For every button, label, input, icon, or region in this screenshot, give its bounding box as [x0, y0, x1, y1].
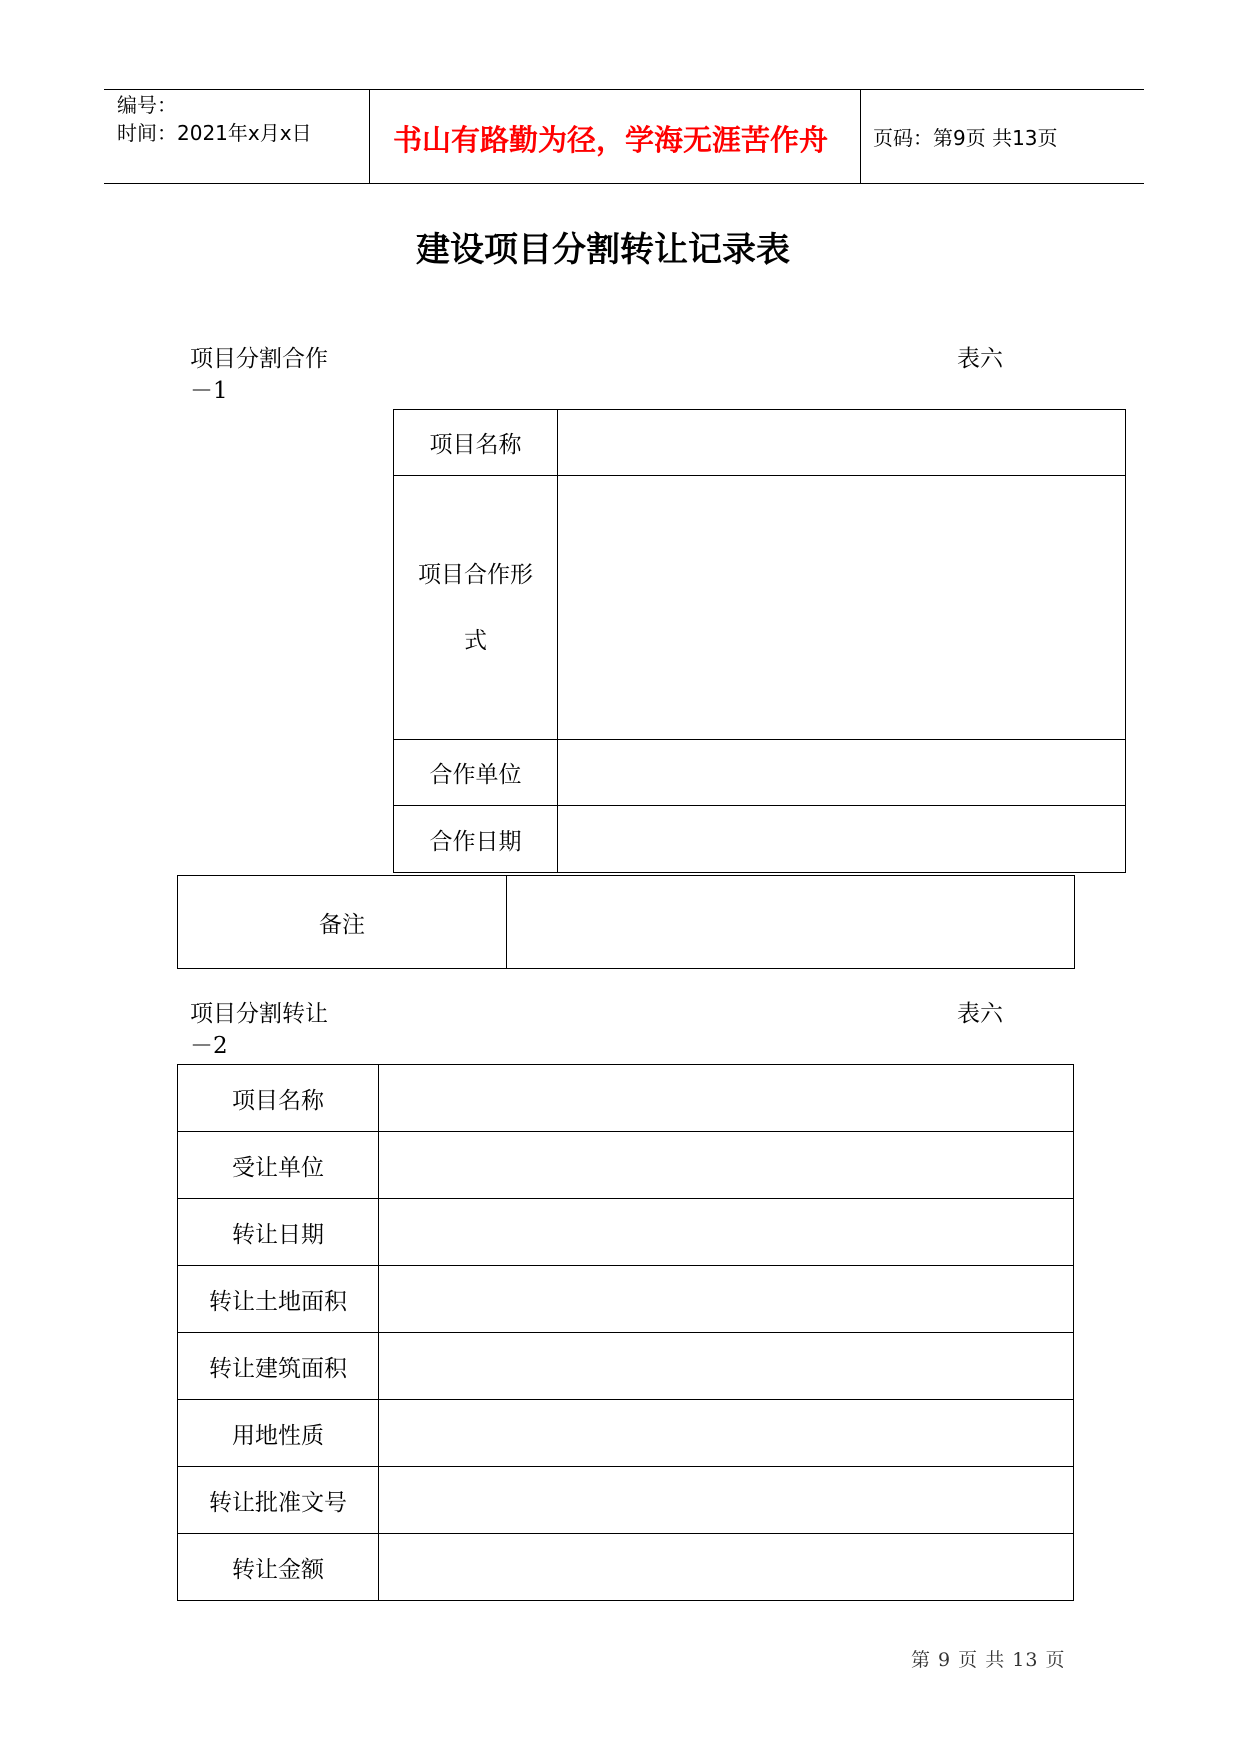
table-row: [178, 1534, 1074, 1601]
section1-label-line2: －1: [190, 378, 228, 404]
value-cell-cooperation-date[interactable]: [558, 806, 1126, 873]
document-title: 建设项目分割转让记录表: [416, 230, 790, 270]
value-cell-cooperation-form[interactable]: [558, 476, 1126, 740]
header-top-rule: [104, 89, 1144, 90]
section2-label: [190, 998, 328, 1062]
section2-label-line2: －2: [190, 1033, 228, 1059]
remarks-table: [177, 875, 1075, 969]
table-row: [178, 1199, 1074, 1266]
table-row: [394, 806, 1126, 873]
table-row: [178, 1467, 1074, 1534]
table-row: [178, 1400, 1074, 1467]
table-row: [178, 876, 1075, 969]
table-row: [178, 1132, 1074, 1199]
row-label-transfer-amount: 转让金额: [178, 1534, 379, 1601]
section2-label-line1: 项目分割转让: [190, 1001, 328, 1027]
value-cell-transfer-amount[interactable]: [379, 1534, 1074, 1601]
row-label-cooperation-date: 合作日期: [394, 806, 558, 873]
header-bottom-rule: [104, 183, 1144, 184]
value-cell-approval-number[interactable]: [379, 1467, 1074, 1534]
section1-label-line1: 项目分割合作: [190, 346, 328, 372]
header-code-label: 编号：: [117, 93, 177, 117]
row-label-remarks: 备注: [178, 876, 507, 969]
value-cell-transferee[interactable]: [379, 1132, 1074, 1199]
transfer-table: [177, 1064, 1074, 1601]
row-label-cooperation-form: [394, 476, 558, 740]
row-label-cooperation-unit: 合作单位: [394, 740, 558, 806]
table-row: [178, 1266, 1074, 1333]
value-cell-land-area[interactable]: [379, 1266, 1074, 1333]
row-label-project-name: 项目名称: [394, 410, 558, 476]
header-page-info: 页码：第9页 共13页: [873, 126, 1058, 150]
row-label-transferee: 受让单位: [178, 1132, 379, 1199]
section2-table-number: 表六: [957, 1001, 1003, 1027]
row-label-land-area: 转让土地面积: [178, 1266, 379, 1333]
header-divider-right: [860, 90, 861, 184]
header-time-label: 时间：2021年x月x日: [117, 121, 312, 145]
section1-table-number: 表六: [957, 346, 1003, 372]
row-label-building-area: 转让建筑面积: [178, 1333, 379, 1400]
table-row: [394, 410, 1126, 476]
value-cell-project-name[interactable]: [558, 410, 1126, 476]
table-row: [178, 1333, 1074, 1400]
row-label-cooperation-form-text: 项目合作形式: [418, 561, 533, 654]
cooperation-table: [393, 409, 1126, 873]
row-label-transfer-date: 转让日期: [178, 1199, 379, 1266]
value-cell-land-use[interactable]: [379, 1400, 1074, 1467]
section1-label: [190, 343, 328, 407]
value-cell-remarks[interactable]: [507, 876, 1075, 969]
value-cell-building-area[interactable]: [379, 1333, 1074, 1400]
header-motto: 书山有路勤为径，学海无涯苦作舟: [393, 123, 829, 157]
value-cell-transfer-date[interactable]: [379, 1199, 1074, 1266]
value-cell-cooperation-unit[interactable]: [558, 740, 1126, 806]
table-row: [394, 476, 1126, 740]
row-label-land-use: 用地性质: [178, 1400, 379, 1467]
footer-page-number: 第 9 页 共 13 页: [911, 1649, 1066, 1671]
row-label-project-name: 项目名称: [178, 1065, 379, 1132]
table-row: [178, 1065, 1074, 1132]
table-row: [394, 740, 1126, 806]
value-cell-project-name[interactable]: [379, 1065, 1074, 1132]
row-label-approval-number: 转让批准文号: [178, 1467, 379, 1534]
header-divider-left: [369, 90, 370, 184]
